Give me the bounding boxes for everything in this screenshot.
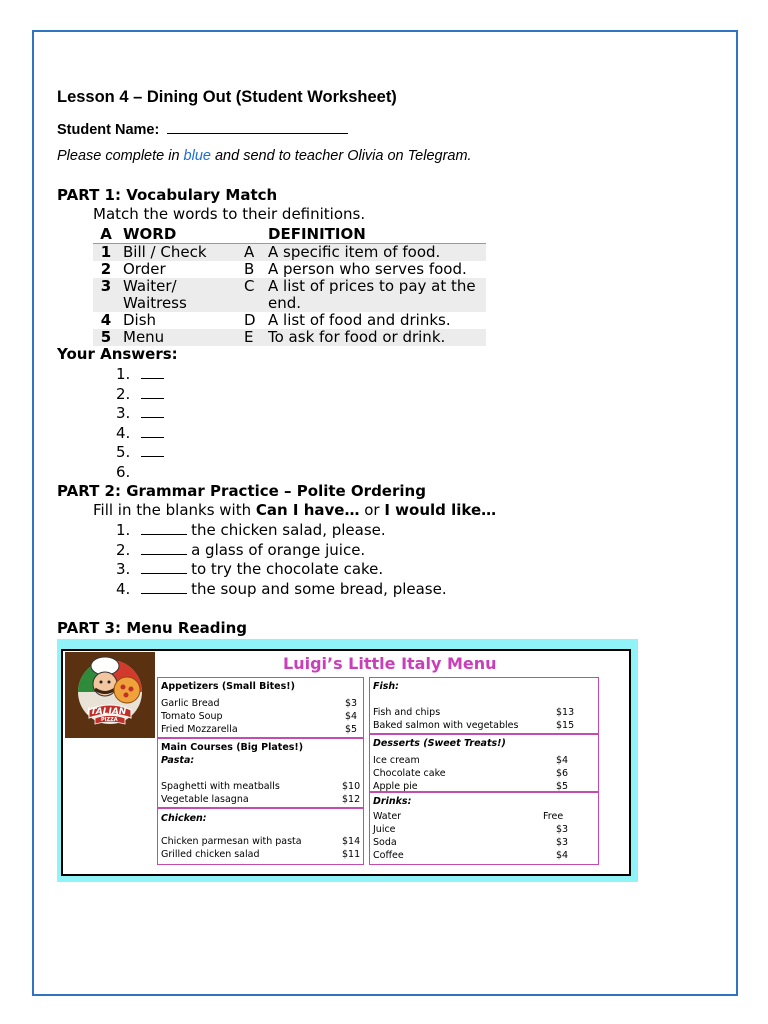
list-item: Vegetable lasagna $12 (161, 794, 361, 805)
list-item: 2. (116, 385, 164, 405)
answer-blank[interactable] (141, 424, 164, 438)
part1-instruction: Match the words to their definitions. (93, 205, 366, 223)
list-item: Fish and chips $13 (373, 707, 575, 718)
list-item: 1. (116, 365, 164, 385)
fish-section (369, 677, 599, 734)
grammar-list (116, 521, 447, 599)
answers-list (116, 365, 164, 483)
list-item: 6. (116, 462, 131, 481)
vocab-table-header (93, 226, 486, 244)
answer-blank[interactable] (141, 385, 164, 399)
intro-text: Please complete in blue and send to teacher Olivia on Telegram. (57, 148, 472, 164)
appetizers-heading: Appetizers (Small Bites!) (161, 681, 295, 692)
student-name-label: Student Name: (57, 122, 160, 138)
list-item: Baked salmon with vegetables $15 (373, 720, 575, 731)
list-item: Garlic Bread $3 (161, 698, 358, 709)
answer-blank[interactable] (141, 443, 164, 457)
list-item: 3. (116, 404, 164, 424)
list-item: Tomato Soup $4 (161, 711, 358, 722)
appetizers-section (157, 677, 364, 738)
drinks-heading: Drinks: (373, 796, 412, 807)
list-item: 2. a glass of orange juice. (116, 540, 366, 559)
list-item: Grilled chicken salad $11 (161, 849, 361, 860)
col-word: WORD (119, 226, 244, 244)
logo-subtext: PIZZA (101, 717, 118, 723)
student-name-field[interactable] (167, 120, 348, 134)
student-name-row (57, 120, 348, 138)
list-item: 3. to try the chocolate cake. (116, 560, 384, 579)
list-item: Juice $3 (373, 824, 569, 835)
answers-heading: Your Answers: (57, 345, 178, 363)
italian-pizza-logo (65, 652, 155, 738)
part1-heading: PART 1: Vocabulary Match (57, 186, 278, 204)
grammar-blank[interactable] (141, 580, 187, 594)
menu-card (61, 649, 631, 876)
list-item: Water Free (373, 811, 564, 822)
grammar-blank[interactable] (141, 521, 187, 535)
col-definition: DEFINITION (268, 226, 486, 244)
part2-instruction: Fill in the blanks with Can I have… or I would like… (93, 501, 497, 519)
col-a: A (93, 226, 119, 244)
table-row: 5 Menu E To ask for food or drink. (93, 329, 486, 346)
list-item: 1. the chicken salad, please. (116, 521, 386, 539)
list-item: Fried Mozzarella $5 (161, 724, 358, 735)
table-row: 3 Waiter/ Waitress C A list of prices to pay at the end. (93, 278, 486, 312)
desserts-section (369, 734, 599, 792)
table-row: 1 Bill / Check A A specific item of food. (93, 244, 486, 262)
answer-blank[interactable] (141, 404, 164, 418)
intro-blue-word: blue (183, 148, 211, 164)
logo-text: ITALIAN (87, 707, 127, 717)
drinks-section (369, 792, 599, 865)
pasta-label: Pasta: (161, 755, 195, 766)
chicken-label: Chicken: (161, 813, 207, 824)
fish-heading: Fish: (373, 681, 399, 692)
part2-heading: PART 2: Grammar Practice – Polite Ordering (57, 482, 426, 500)
list-item: 5. (116, 443, 164, 463)
list-item: Spaghetti with meatballs $10 (161, 781, 361, 792)
main-courses-section (157, 738, 364, 808)
grammar-blank[interactable] (141, 541, 187, 555)
vocab-table (93, 226, 486, 346)
list-item: 4. the soup and some bread, please. (116, 579, 447, 598)
main-courses-heading: Main Courses (Big Plates!) (161, 742, 304, 753)
list-item: Chicken parmesan with pasta $14 (161, 836, 361, 847)
chicken-section (157, 808, 364, 865)
list-item: Chocolate cake $6 (373, 768, 569, 779)
list-item: Soda $3 (373, 837, 569, 848)
table-row: 2 Order B A person who serves food. (100, 260, 467, 278)
list-item: Ice cream $4 (373, 755, 569, 766)
answer-blank[interactable] (141, 365, 164, 379)
part3-heading: PART 3: Menu Reading (57, 619, 248, 637)
menu-image (57, 639, 638, 882)
list-item: 4. (116, 424, 164, 444)
page-title: Lesson 4 – Dining Out (Student Worksheet) (57, 88, 397, 106)
menu-title: Luigi’s Little Italy Menu (283, 654, 497, 673)
table-row: 4 Dish D A list of food and drinks. (100, 311, 451, 329)
list-item: Coffee $4 (373, 850, 569, 861)
list-item: Apple pie $5 (373, 781, 569, 792)
desserts-heading: Desserts (Sweet Treats!) (373, 738, 506, 749)
chef-icon (65, 652, 155, 738)
grammar-blank[interactable] (141, 560, 187, 574)
